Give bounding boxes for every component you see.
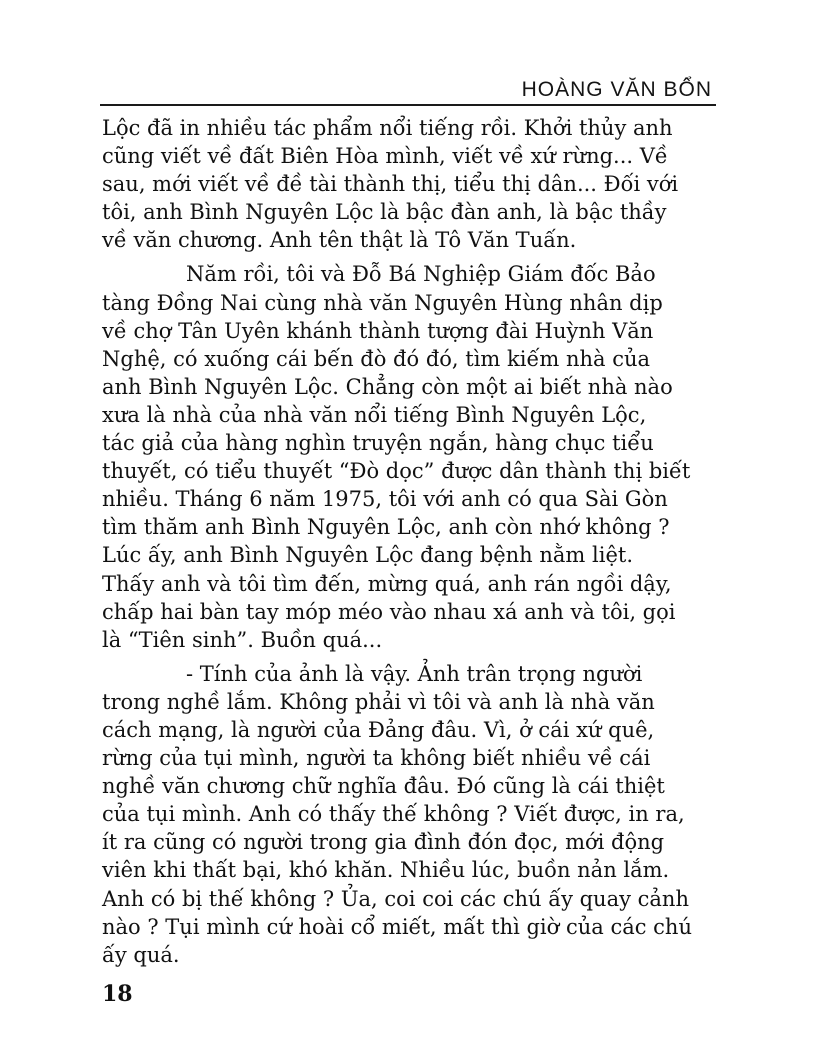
text-line: ấy quá. <box>102 942 180 967</box>
running-header-title: HOÀNG VĂN BỔN <box>521 78 712 101</box>
text-line: chấp hai bàn tay móp méo vào nhau xá anh và tôi, gọi <box>102 599 676 624</box>
text-line: anh Bình Nguyên Lộc. Chẳng còn một ai biết nhà nào <box>102 374 673 399</box>
body-text <box>102 114 714 969</box>
text-line: viên khi thất bại, khó khăn. Nhiều lúc, buồn nản lắm. <box>102 858 670 883</box>
text-line: Nghệ, có xuống cái bến đò đó đó, tìm kiếm nhà của <box>102 346 650 371</box>
text-line: là “Tiên sinh”. Buồn quá... <box>102 627 383 652</box>
text-line: cách mạng, là người của Đảng đâu. Vì, ở cái xứ quê, <box>102 717 655 742</box>
text-line: về chợ Tân Uyên khánh thành tượng đài Huỳnh Văn <box>102 318 654 343</box>
paragraph-3 <box>102 660 714 969</box>
text-line: nào ? Tụi mình cứ hoài cổ miết, mất thì giờ của các chú <box>102 914 692 939</box>
text-line: thuyết, có tiểu thuyết “Đò dọc” được dân thành thị biết <box>102 459 691 484</box>
paragraph-2 <box>102 260 714 653</box>
text-line: Anh có bị thế không ? Ủa, coi coi các chú ấy quay cảnh <box>102 886 689 911</box>
text-line: ít ra cũng có người trong gia đình đón đọc, mới động <box>102 830 665 855</box>
text-line: về văn chương. Anh tên thật là Tô Văn Tuấn. <box>102 228 577 253</box>
text-line: cũng viết về đất Biên Hòa mình, viết về xứ rừng... Về <box>102 144 668 169</box>
text-line: Năm rồi, tôi và Đỗ Bá Nghiệp Giám đốc Bảo <box>186 262 656 287</box>
text-line: Thấy anh và tôi tìm đến, mừng quá, anh rán ngồi dậy, <box>102 571 672 596</box>
text-line: tôi, anh Bình Nguyên Lộc là bậc đàn anh, là bậc thầy <box>102 200 667 225</box>
header-rule <box>100 104 716 106</box>
page-number: 18 <box>102 981 133 1007</box>
text-line: xưa là nhà của nhà văn nổi tiếng Bình Nguyên Lộc, <box>102 402 647 427</box>
text-line: sau, mới viết về đề tài thành thị, tiểu thị dân... Đối với <box>102 172 679 197</box>
text-line: nghề văn chương chữ nghĩa đâu. Đó cũng là cái thiệt <box>102 774 665 799</box>
paragraph-1 <box>102 114 714 254</box>
text-line: trong nghề lắm. Không phải vì tôi và anh là nhà văn <box>102 689 655 714</box>
text-line: Lộc đã in nhiều tác phẩm nổi tiếng rồi. Khởi thủy anh <box>102 116 673 140</box>
text-line: - Tính của ảnh là vậy. Ảnh trân trọng người <box>186 661 643 686</box>
text-line: tìm thăm anh Bình Nguyên Lộc, anh còn nhớ không ? <box>102 515 670 540</box>
text-line: tác giả của hàng nghìn truyện ngắn, hàng chục tiểu <box>102 431 654 456</box>
text-line: rừng của tụi mình, người ta không biết nhiều về cái <box>102 746 651 771</box>
text-line: nhiều. Tháng 6 năm 1975, tôi với anh có qua Sài Gòn <box>102 487 668 512</box>
text-line: của tụi mình. Anh có thấy thế không ? Viết được, in ra, <box>102 802 685 827</box>
text-line: Lúc ấy, anh Bình Nguyên Lộc đang bệnh nằm liệt. <box>102 543 633 568</box>
text-line: tàng Đồng Nai cùng nhà văn Nguyên Hùng nhân dịp <box>102 290 663 315</box>
